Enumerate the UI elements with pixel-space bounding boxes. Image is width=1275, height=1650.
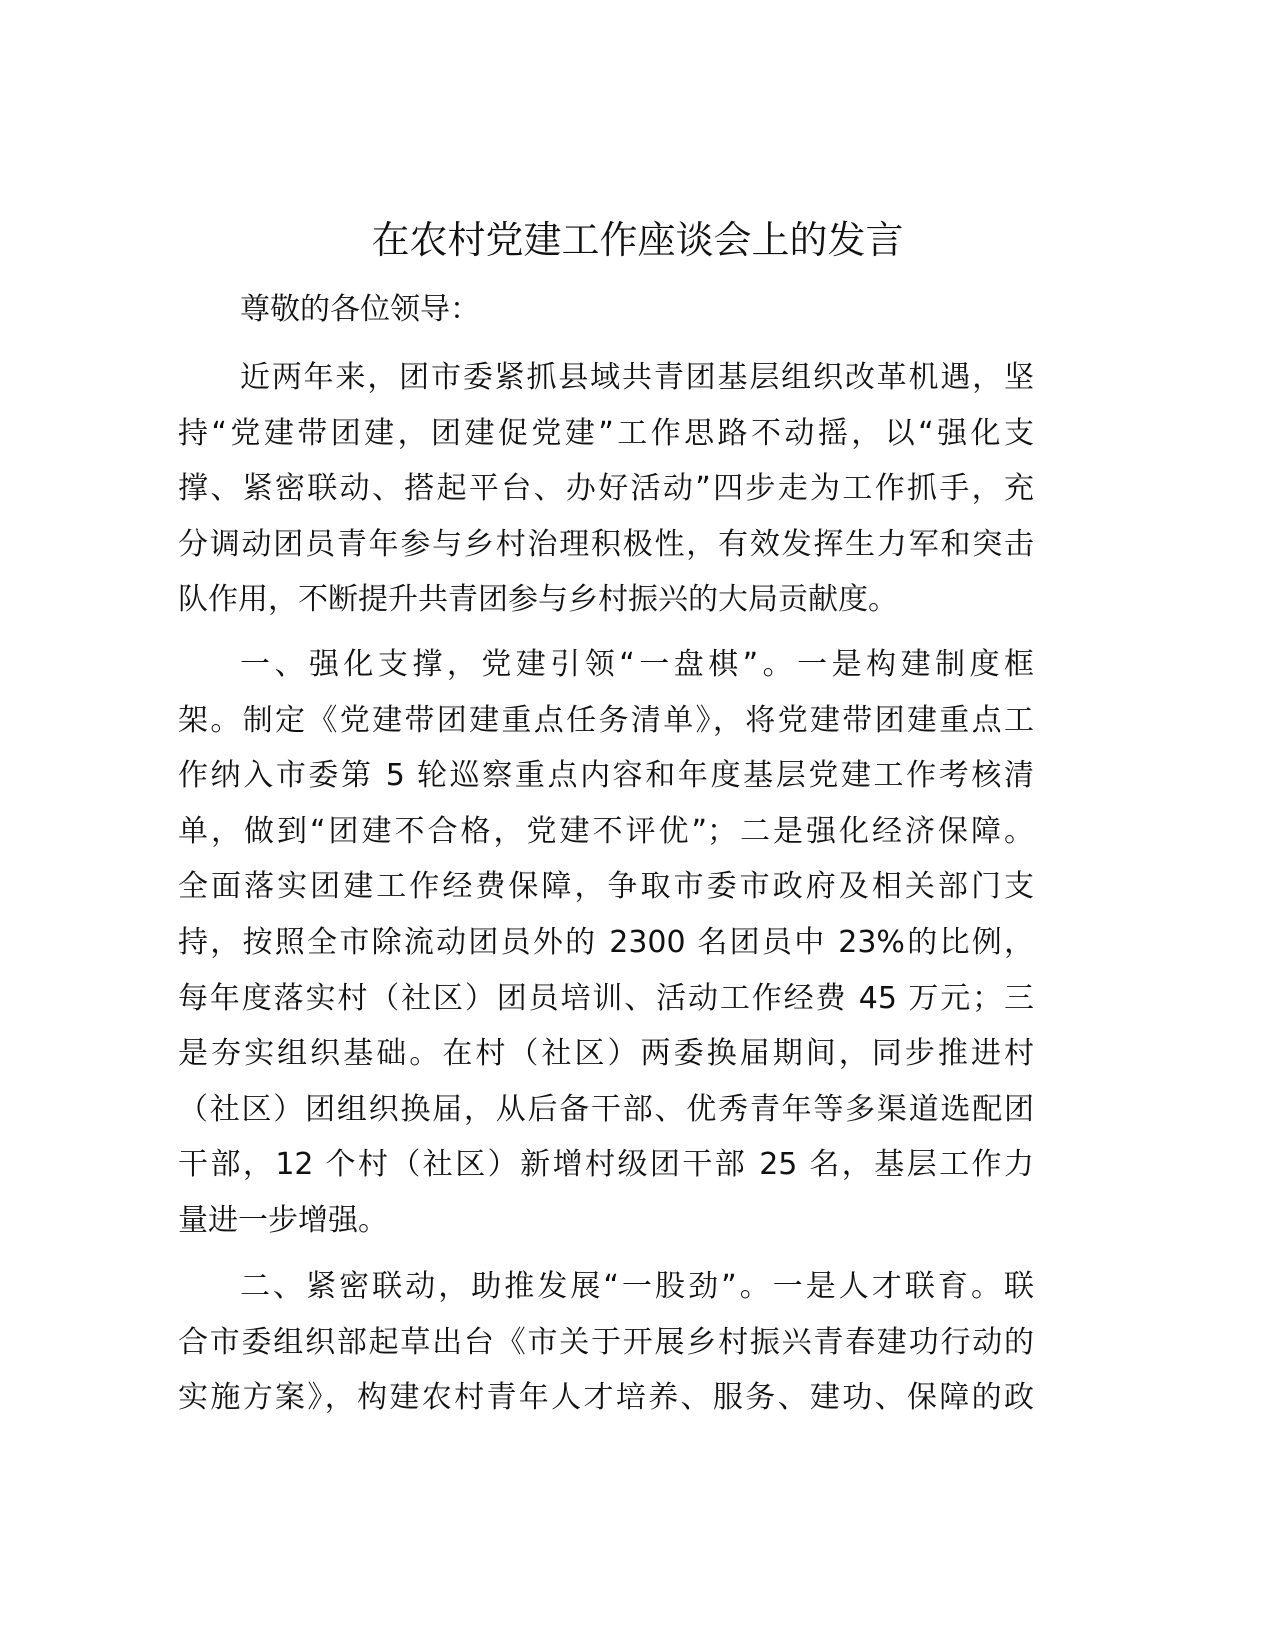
- text-line: 撑、紧密联动、搭起平台、办好活动”四步走为工作抓手，充: [178, 471, 1034, 507]
- paragraph-intro: [178, 350, 1034, 628]
- text-line: 架。制定《党建带团建重点任务清单》，将党建带团建重点工: [178, 702, 1034, 738]
- text-line: 持“党建带团建，团建促党建”工作思路不动摇，以“强化支: [178, 415, 1034, 451]
- paragraph-section-2: [178, 1259, 1034, 1426]
- text-line: 一、强化支撑，党建引领“一盘棋”。一是构建制度框: [240, 647, 1034, 682]
- text-line: 全面落实团建工作经费保障，争取市委市政府及相关部门支: [178, 869, 1034, 905]
- text-line: 近两年来，团市委紧抓县域共青团基层组织改革机遇，坚: [240, 360, 1034, 395]
- text-line: 单，做到“团建不合格，党建不评优”；二是强化经济保障。: [178, 813, 1034, 849]
- text-line: 是夯实组织基础。在村（社区）两委换届期间，同步推进村: [178, 1036, 1034, 1072]
- salutation-text: 尊敬的各位领导：: [240, 292, 480, 327]
- text-line: 量进一步增强。: [178, 1202, 388, 1238]
- text-line: 作纳入市委第 5 轮巡察重点内容和年度基层党建工作考核清: [178, 758, 1034, 794]
- text-line: 二、紧密联动，助推发展“一股劲”。一是人才联育。联: [240, 1269, 1034, 1304]
- salutation: [178, 282, 1034, 338]
- text-line: 分调动团员青年参与乡村治理积极性，有效发挥生力军和突击: [178, 526, 1034, 562]
- text-line: 持，按照全市除流动团员外的 2300 名团员中 23%的比例，: [178, 924, 1034, 960]
- document-title: 在农村党建工作座谈会上的发言: [371, 218, 904, 262]
- text-line: 干部，12 个村（社区）新增村级团干部 25 名，基层工作力: [178, 1147, 1034, 1183]
- text-line: 每年度落实村（社区）团员培训、活动工作经费 45 万元；三: [178, 980, 1034, 1016]
- text-line: 合市委组织部起草出台《市关于开展乡村振兴青春建功行动的: [178, 1324, 1034, 1360]
- text-line: 队作用，不断提升共青团参与乡村振兴的大局贡献度。: [178, 582, 898, 618]
- text-line: 实施方案》，构建农村青年人才培养、服务、建功、保障的政: [178, 1380, 1034, 1416]
- text-line: （社区）团组织换届，从后备干部、优秀青年等多渠道选配团: [178, 1091, 1034, 1127]
- paragraph-section-1: [178, 637, 1034, 1249]
